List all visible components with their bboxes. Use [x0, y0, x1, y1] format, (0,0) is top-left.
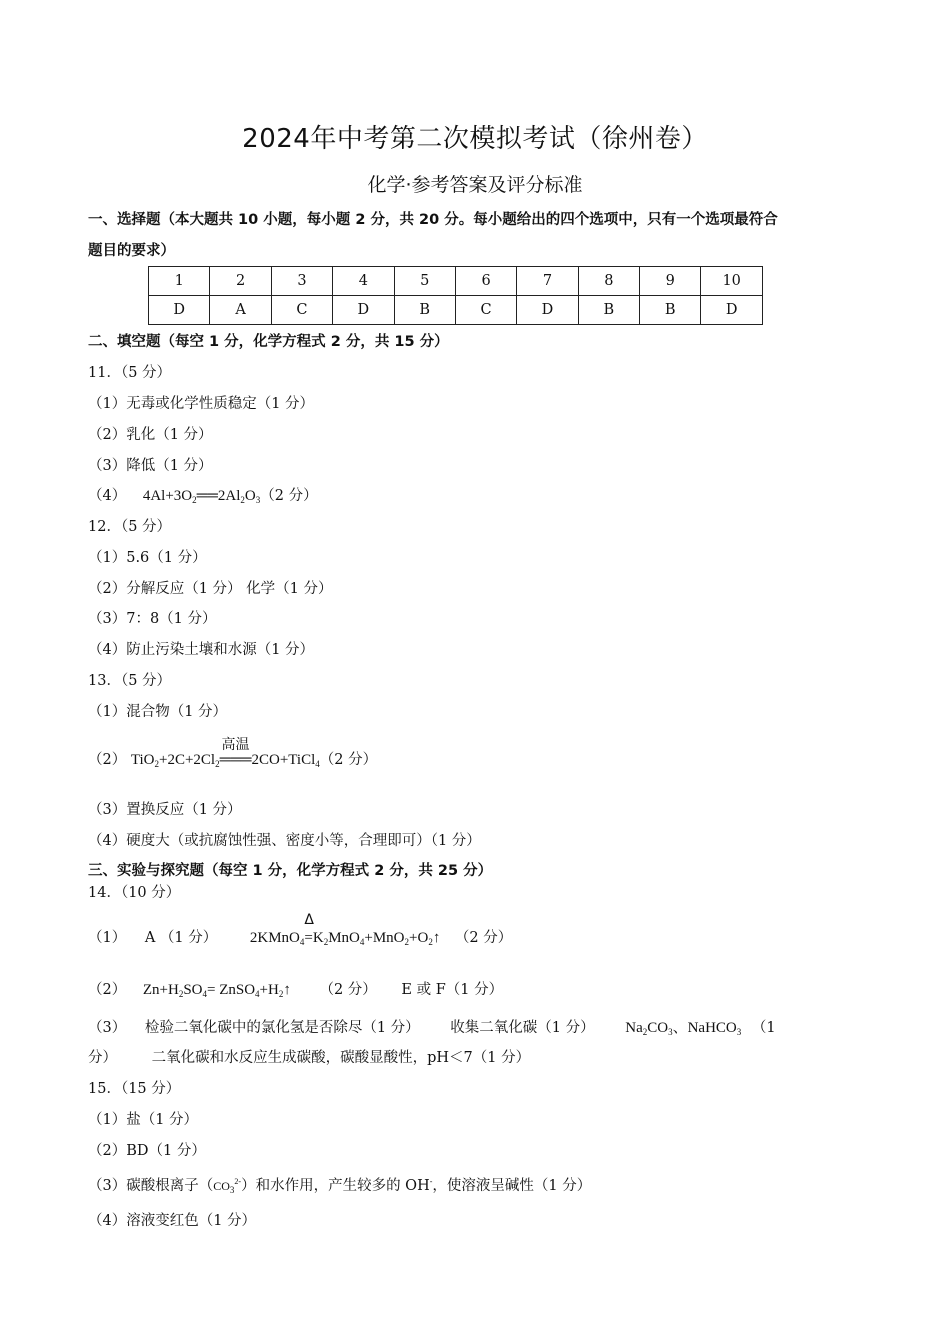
q-number: 9 [640, 267, 701, 296]
q-number: 6 [455, 267, 516, 296]
q13-a2-score: （2 分） [319, 752, 378, 768]
eq-sub: 2 [642, 1027, 648, 1037]
eq-sub: 2 [192, 495, 197, 505]
q14-a2-score: （2 分） [319, 982, 377, 998]
gas-arrow: ↑ [283, 982, 291, 998]
q13-answer-3: （3）置换反应（1 分） [88, 802, 242, 818]
q11-head: 11．（5 分） [88, 365, 172, 381]
eq-part: 、NaHCO [672, 1020, 737, 1036]
q14-a2-label: （2） [88, 982, 127, 998]
q-answer: B [394, 296, 455, 325]
eq-part: Na [625, 1020, 643, 1036]
eq-part: Zn+H [142, 982, 179, 998]
answer-table-number-row [149, 267, 763, 296]
eq-sub: 2 [154, 759, 159, 769]
eq-sub: 2 [215, 759, 220, 769]
q-answer: C [271, 296, 332, 325]
eq-sub: 4 [315, 759, 320, 769]
q-number: 5 [394, 267, 455, 296]
q11-answer-3: （3）降低（1 分） [88, 458, 213, 474]
q14-a1-choice: A （1 分） [144, 930, 218, 946]
reaction-condition [219, 737, 252, 769]
q14-a3-score-end: 分） [88, 1050, 117, 1066]
q-answer: D [333, 296, 394, 325]
q12-answer-1: （1）5.6（1 分） [88, 550, 207, 566]
eq-part: CO [647, 1020, 669, 1036]
eq-part: ══2Al [196, 488, 241, 504]
q13-answer-2 [88, 737, 378, 769]
q-number: 10 [701, 267, 763, 296]
eq-part: +2C+2Cl [158, 752, 216, 768]
q15-answer-3 [88, 1174, 591, 1195]
q15-a3-part-a: （3）碳酸根离子（ [88, 1178, 214, 1194]
q14-answer-3-line1 [88, 1016, 776, 1037]
eq-sub: 3 [736, 1027, 742, 1037]
eq-part: +MnO [364, 930, 405, 946]
q12-head: 12．（5 分） [88, 519, 172, 535]
section3-heading: 三、实验与探究题（每空 1 分，化学方程式 2 分，共 25 分） [88, 863, 493, 879]
eq-part: = ZnSO [207, 982, 256, 998]
eq-part: O [244, 488, 256, 504]
q-answer: D [517, 296, 578, 325]
eq-part: K [312, 930, 324, 946]
q-number: 3 [271, 267, 332, 296]
q13-a2-label: （2） [88, 752, 127, 768]
q11-answer-4 [88, 484, 318, 505]
eq-sub: 2 [278, 989, 284, 999]
q13-answer-1: （1）混合物（1 分） [88, 704, 228, 720]
q12-answer-4: （4）防止污染土壤和水源（1 分） [88, 642, 315, 658]
q-number: 1 [149, 267, 210, 296]
q12-answer-3: （3）7：8（1 分） [88, 611, 217, 627]
heat-symbol: Δ [304, 912, 314, 928]
equals-sign: ═══ [219, 752, 252, 768]
q-answer: A [210, 296, 271, 325]
q14-a1-score: （2 分） [454, 930, 513, 946]
q-answer: B [578, 296, 639, 325]
q15-answer-4: （4）溶液变红色（1 分） [88, 1213, 257, 1229]
q14-a3-score-start: （1 [751, 1020, 776, 1036]
q-number: 2 [210, 267, 271, 296]
ion-charge: 2- [234, 1177, 242, 1186]
q-answer: D [149, 296, 210, 325]
eq-part: MnO [328, 930, 360, 946]
oh-charge: - [429, 1177, 433, 1186]
equals-sign: = [304, 930, 313, 946]
eq-sub: 4 [359, 937, 365, 947]
section2-heading: 二、填空题（每空 1 分，化学方程式 2 分，共 15 分） [88, 334, 449, 350]
q11-answer-1: （1）无毒或化学性质稳定（1 分） [88, 396, 315, 412]
eq-sub: 4 [299, 937, 305, 947]
page-title: 2024年中考第二次模拟考试（徐州卷） [242, 124, 708, 154]
q14-answer-1 [88, 912, 513, 947]
answer-table [148, 266, 763, 325]
q14-a3-part-b: 收集二氧化碳（1 分） [450, 1020, 595, 1036]
q14-a2-equation [143, 982, 291, 998]
q-number: 8 [578, 267, 639, 296]
q14-head: 14．（10 分） [88, 885, 181, 901]
q11-answer-2: （2）乳化（1 分） [88, 427, 213, 443]
eq-sub: 3 [668, 1027, 673, 1037]
q13-a2-equation [130, 737, 320, 769]
q14-a3-label: （3） [88, 1020, 127, 1036]
q14-answer-3-line2 [88, 1046, 530, 1067]
q11-a4-score: （2 分） [260, 488, 318, 504]
q14-a3-formulas [625, 1020, 741, 1036]
q-answer: D [701, 296, 763, 325]
eq-part: +O [409, 930, 429, 946]
reaction-condition [304, 912, 314, 947]
ion-formula: CO [213, 1179, 230, 1193]
gas-arrow: ↑ [432, 930, 441, 946]
eq-sub: 2 [323, 937, 329, 947]
q13-head: 13．（5 分） [88, 673, 172, 689]
q15-a3-part-c: ，使溶液呈碱性（1 分） [432, 1178, 592, 1194]
eq-part: 2CO+TiCl [251, 752, 316, 768]
section1-heading-line2: 题目的要求） [88, 243, 175, 259]
eq-sub: 2 [178, 989, 184, 999]
q14-a2-extra: E 或 F（1 分） [401, 982, 504, 998]
section1-heading-line1: 一、选择题（本大题共 10 小题，每小题 2 分，共 20 分。每小题给出的四个选项中，只有一个选项最符合 [88, 212, 778, 228]
eq-sub: 4 [202, 989, 207, 999]
eq-sub: 2 [240, 495, 245, 505]
q15-answer-1: （1）盐（1 分） [88, 1112, 199, 1128]
page-subtitle: 化学·参考答案及评分标准 [367, 174, 583, 196]
eq-sub: 2 [428, 937, 433, 947]
q13-answer-4: （4）硬度大（或抗腐蚀性强、密度小等，合理即可）（1 分） [88, 833, 481, 849]
eq-sub: 4 [255, 989, 260, 999]
condition-label: 高温 [221, 737, 250, 753]
q11-a4-equation [143, 488, 260, 504]
q15-head: 15．（15 分） [88, 1081, 181, 1097]
q15-a3-part-b: ）和水作用，产生较多的 OH [241, 1178, 430, 1194]
eq-part: 4Al+3O [142, 488, 193, 504]
q-answer: B [640, 296, 701, 325]
q11-a4-label: （4） [88, 488, 127, 504]
q12-answer-2: （2）分解反应（1 分） 化学（1 分） [88, 581, 333, 597]
eq-sub: 2 [404, 937, 410, 947]
ion-sub: 3 [229, 1185, 235, 1195]
q14-a1-equation [249, 912, 441, 947]
eq-part: 2KMnO [249, 930, 300, 946]
eq-part: SO [183, 982, 203, 998]
q14-answer-2 [88, 978, 503, 999]
q14-a3-part-c: 二氧化碳和水反应生成碳酸，碳酸显酸性，pH＜7（1 分） [151, 1050, 531, 1066]
carbonate-ion [213, 1177, 241, 1195]
eq-part: TiO [130, 752, 155, 768]
answer-table-answer-row [149, 296, 763, 325]
q-answer: C [455, 296, 516, 325]
q-number: 7 [517, 267, 578, 296]
q15-answer-2: （2）BD（1 分） [88, 1143, 206, 1159]
eq-part: +H [259, 982, 279, 998]
q-number: 4 [333, 267, 394, 296]
q14-a1-label: （1） [88, 930, 127, 946]
eq-sub: 3 [255, 495, 261, 505]
q14-a3-part-a: 检验二氧化碳中的氯化氢是否除尽（1 分） [144, 1020, 420, 1036]
